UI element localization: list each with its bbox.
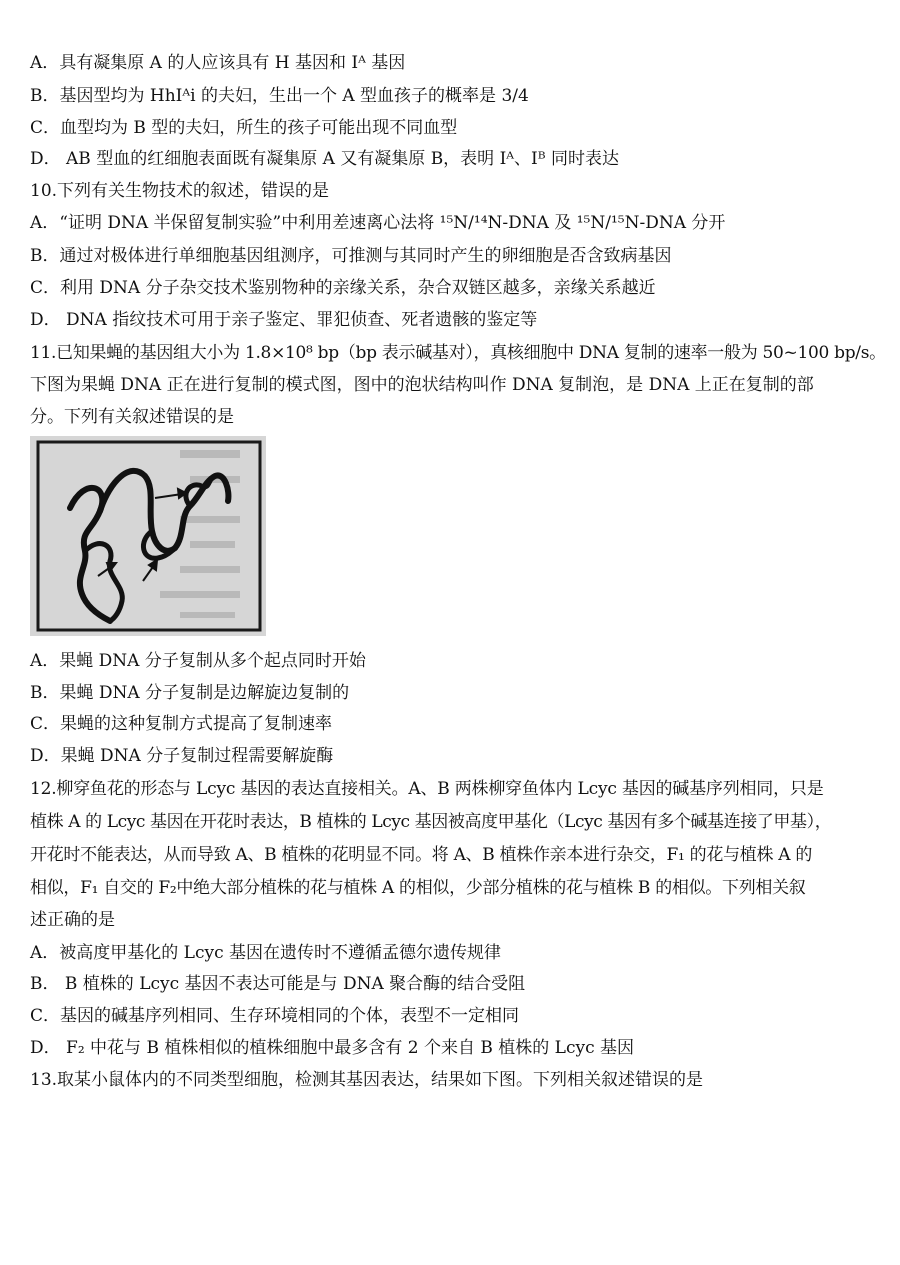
q11-stem-line-2: 下图为果蝇 DNA 正在进行复制的模式图，图中的泡状结构叫作 DNA 复制泡，是 DNA 上正在复制的部: [30, 375, 814, 395]
q12-option-c: C．基因的碱基序列相同、生存环境相同的个体，表型不一定相同: [30, 1006, 520, 1026]
q12-option-d: D． F₂ 中花与 B 植株相似的植株细胞中最多含有 2 个来自 B 植株的 Lcyc 基因: [30, 1038, 635, 1058]
dna-replication-diagram: [30, 436, 266, 636]
q10-option-c: C．利用 DNA 分子杂交技术鉴别物种的亲缘关系，杂合双链区越多，亲缘关系越近: [30, 278, 656, 298]
q12-option-b: B． B 植株的 Lcyc 基因不表达可能是与 DNA 聚合酶的结合受阻: [30, 974, 526, 994]
q11-stem-line-1: 11.已知果蝇的基因组大小为 1.8×10⁸ bp（bp 表示碱基对），真核细胞中 DNA 复制的速率一般为 50~100 bp/s。: [30, 343, 886, 363]
q13-stem: 13.取某小鼠体内的不同类型细胞，检测其基因表达，结果如下图。下列相关叙述错误的是: [30, 1070, 704, 1090]
q12-stem-line-2: 植株 A 的 Lcyc 基因在开花时表达，B 植株的 Lcyc 基因被高度甲基化（Lcyc 基因有多个碱基连接了甲基），: [30, 812, 832, 832]
q11-option-c: C．果蝇的这种复制方式提高了复制速率: [30, 714, 333, 734]
q9-option-c: C．血型均为 B 型的夫妇，所生的孩子可能出现不同血型: [30, 118, 458, 138]
q10-option-d: D． DNA 指纹技术可用于亲子鉴定、罪犯侦查、死者遗骸的鉴定等: [30, 310, 538, 330]
q10-stem: 10.下列有关生物技术的叙述，错误的是: [30, 181, 330, 201]
q12-stem-line-5: 述正确的是: [30, 910, 115, 930]
dna-replication-figure: [30, 436, 266, 636]
q12-stem-line-4: 相似，F₁ 自交的 F₂中绝大部分植株的花与植株 A 的相似，少部分植株的花与植株 B 的相似。下列相关叙: [30, 878, 806, 898]
q10-option-b: B．通过对极体进行单细胞基因组测序，可推测与其同时产生的卵细胞是否含致病基因: [30, 246, 672, 266]
q9-option-d: D． AB 型血的红细胞表面既有凝集原 A 又有凝集原 B，表明 Iᴬ、Iᴮ 同时表达: [30, 149, 620, 169]
q9-option-a: A．具有凝集原 A 的人应该具有 H 基因和 Iᴬ 基因: [30, 53, 406, 73]
q11-option-d: D．果蝇 DNA 分子复制过程需要解旋酶: [30, 746, 334, 766]
q9-option-b: B．基因型均为 HhIᴬi 的夫妇，生出一个 A 型血孩子的概率是 3/4: [30, 86, 529, 106]
q12-option-a: A．被高度甲基化的 Lcyc 基因在遗传时不遵循孟德尔遗传规律: [30, 943, 502, 963]
q12-stem-line-3: 开花时不能表达，从而导致 A、B 植株的花明显不同。将 A、B 植株作亲本进行杂交，F₁ 的花与植株 A 的: [30, 845, 813, 865]
q11-option-a: A．果蝇 DNA 分子复制从多个起点同时开始: [30, 651, 366, 671]
q10-option-a: A．“证明 DNA 半保留复制实验”中利用差速离心法将 ¹⁵N/¹⁴N-DNA 及 ¹⁵N/¹⁵N-DNA 分开: [30, 213, 726, 233]
q11-stem-line-3: 分。下列有关叙述错误的是: [30, 407, 234, 427]
q11-option-b: B．果蝇 DNA 分子复制是边解旋边复制的: [30, 683, 350, 703]
q12-stem-line-1: 12.柳穿鱼花的形态与 Lcyc 基因的表达直接相关。A、B 两株柳穿鱼体内 Lcyc 基因的碱基序列相同，只是: [30, 779, 824, 799]
